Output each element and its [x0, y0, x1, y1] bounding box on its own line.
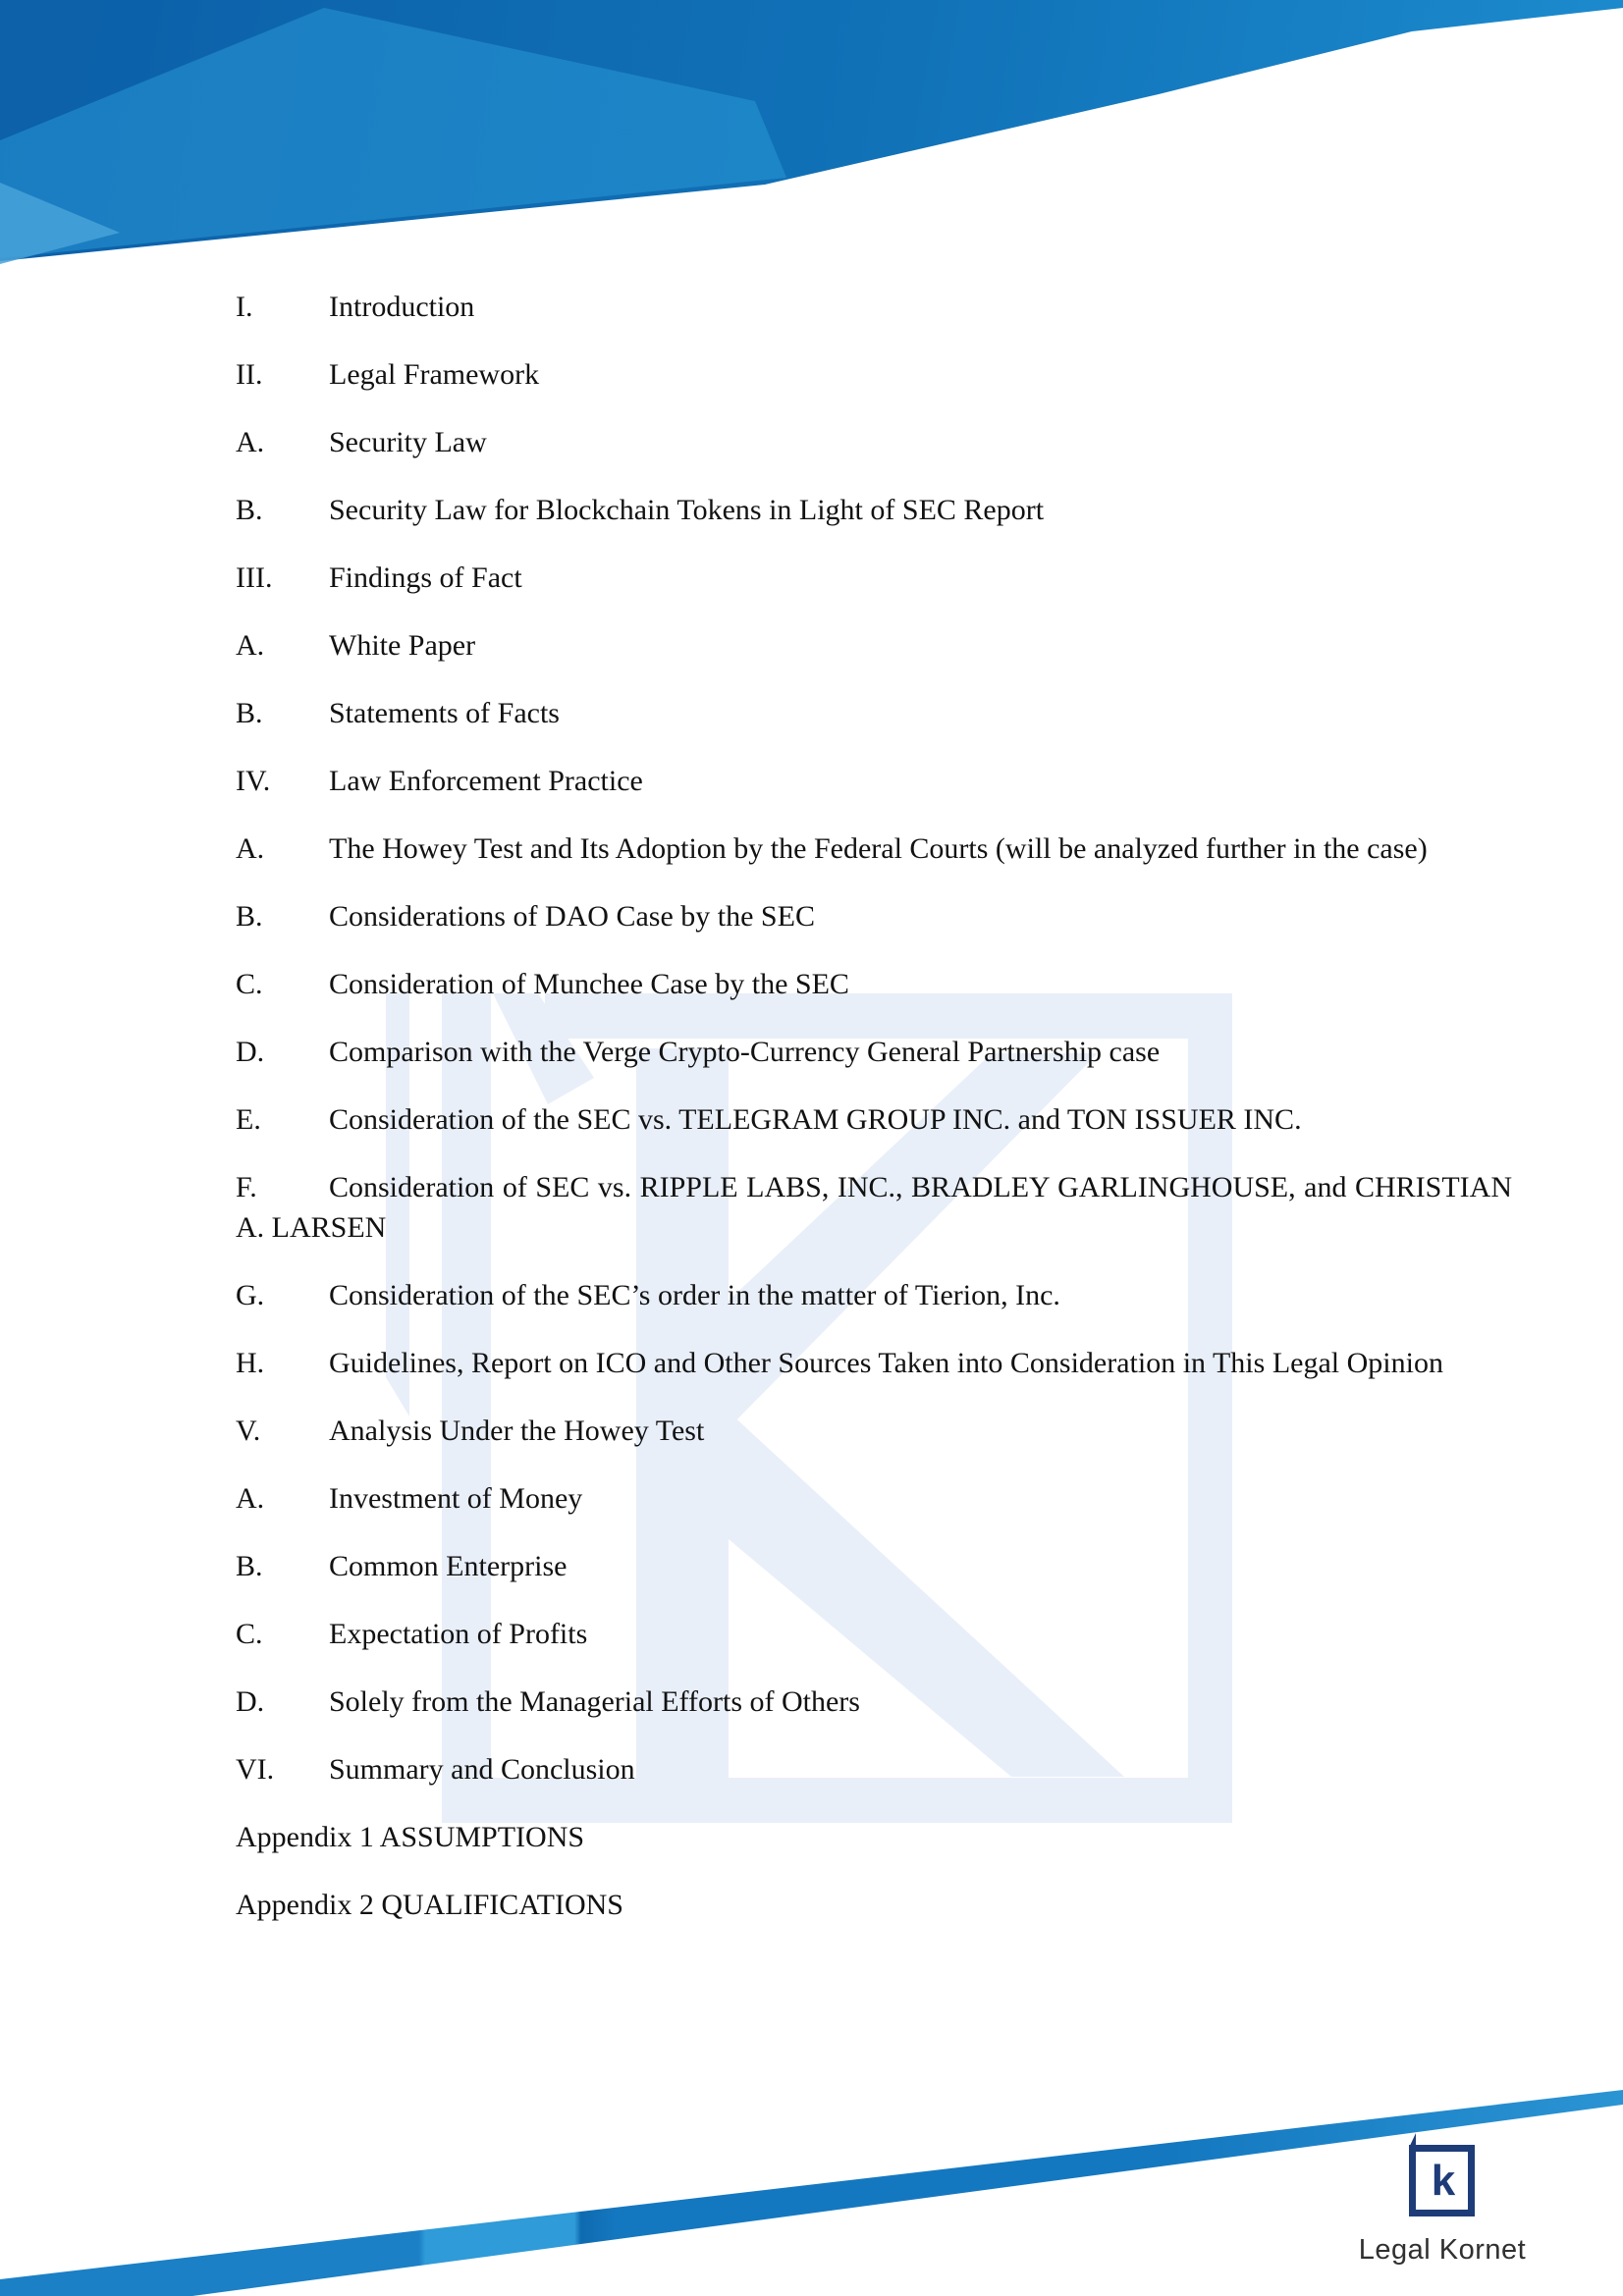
toc-item [236, 964, 1512, 1004]
toc-item-numeral: VI. [236, 1753, 275, 1786]
toc-item-numeral: II. [236, 358, 263, 391]
toc-item-label: Security Law [329, 426, 487, 458]
toc-item [236, 1099, 1512, 1140]
toc-item [236, 490, 1512, 530]
toc-item [236, 354, 1512, 395]
toc-item [236, 1167, 1512, 1248]
toc-item [236, 1343, 1512, 1383]
logo-monogram: k [1431, 2157, 1456, 2205]
toc-item-numeral: B. [236, 494, 263, 526]
toc-item [236, 1749, 1512, 1789]
toc-item [236, 1885, 1512, 1925]
toc-item-numeral: III. [236, 561, 273, 594]
toc-item-numeral: A. [236, 629, 265, 662]
toc-item-numeral: G. [236, 1279, 265, 1311]
toc-item [236, 1032, 1512, 1072]
toc-item-label: Analysis Under the Howey Test [329, 1415, 705, 1447]
toc-item [236, 1546, 1512, 1586]
toc-item [236, 1478, 1512, 1519]
toc-item [236, 1411, 1512, 1451]
toc-item-label: Solely from the Managerial Efforts of Others [329, 1685, 860, 1718]
toc-item-label: Common Enterprise [329, 1550, 568, 1582]
toc-item-label: Statements of Facts [329, 697, 560, 729]
toc-item-numeral: I. [236, 291, 253, 323]
toc-item-label: Consideration of Munchee Case by the SEC [329, 968, 849, 1000]
toc-item [236, 828, 1512, 869]
header-art [0, 0, 1623, 285]
toc-item-numeral: A. [236, 426, 265, 458]
toc-item-numeral: A. [236, 832, 265, 865]
toc-item-numeral: IV. [236, 765, 271, 797]
toc-item-numeral: V. [236, 1415, 261, 1447]
logo-text: Legal Kornet [1358, 2234, 1527, 2266]
toc-item-label: Appendix 2 QUALIFICATIONS [236, 1889, 623, 1921]
toc-item-label: Consideration of SEC vs. RIPPLE LABS, INC., BRADLEY GARLINGHOUSE, and CHRISTIAN A. LARSEN [236, 1171, 1512, 1244]
toc-item-label: Guidelines, Report on ICO and Other Sources Taken into Consideration in This Legal Opinion [329, 1347, 1443, 1379]
toc-item-numeral: H. [236, 1347, 265, 1379]
toc-item-numeral: F. [236, 1171, 257, 1203]
toc-item-numeral: E. [236, 1103, 261, 1136]
toc-item-label: Legal Framework [329, 358, 540, 391]
toc-item [236, 1817, 1512, 1857]
toc-item [236, 761, 1512, 801]
toc-item-label: Investment of Money [329, 1482, 583, 1515]
toc-item [236, 1614, 1512, 1654]
toc-item-numeral: C. [236, 1618, 263, 1650]
toc-item-label: Appendix 1 ASSUMPTIONS [236, 1821, 585, 1853]
toc-item-numeral: A. [236, 1482, 265, 1515]
toc-item-label: Introduction [329, 291, 475, 323]
toc-item-numeral: B. [236, 697, 263, 729]
toc-item-label: Consideration of the SEC’s order in the matter of Tierion, Inc. [329, 1279, 1060, 1311]
kornet-logo-icon [1405, 2130, 1478, 2222]
toc-item [236, 287, 1512, 327]
toc-item-numeral: D. [236, 1036, 265, 1068]
toc-item [236, 422, 1512, 462]
toc-item-label: Considerations of DAO Case by the SEC [329, 900, 815, 933]
toc-item [236, 1682, 1512, 1722]
toc-item-label: White Paper [329, 629, 476, 662]
toc-item-numeral: B. [236, 1550, 263, 1582]
toc-item [236, 896, 1512, 936]
toc-item-label: Consideration of the SEC vs. TELEGRAM GROUP INC. and TON ISSUER INC. [329, 1103, 1302, 1136]
toc-item [236, 625, 1512, 666]
toc-item-numeral: D. [236, 1685, 265, 1718]
toc-item [236, 1275, 1512, 1315]
toc-item-numeral: B. [236, 900, 263, 933]
table-of-contents [236, 287, 1512, 1952]
toc-item-label: Comparison with the Verge Crypto-Currency General Partnership case [329, 1036, 1161, 1068]
toc-item-numeral: C. [236, 968, 263, 1000]
toc-item-label: Findings of Fact [329, 561, 522, 594]
toc-item-label: Expectation of Profits [329, 1618, 588, 1650]
toc-item-label: The Howey Test and Its Adoption by the Federal Courts (will be analyzed further in the case) [329, 832, 1428, 865]
toc-item-label: Law Enforcement Practice [329, 765, 643, 797]
toc-item [236, 558, 1512, 598]
toc-item-label: Summary and Conclusion [329, 1753, 635, 1786]
toc-item-label: Security Law for Blockchain Tokens in Light of SEC Report [329, 494, 1045, 526]
toc-item [236, 693, 1512, 733]
